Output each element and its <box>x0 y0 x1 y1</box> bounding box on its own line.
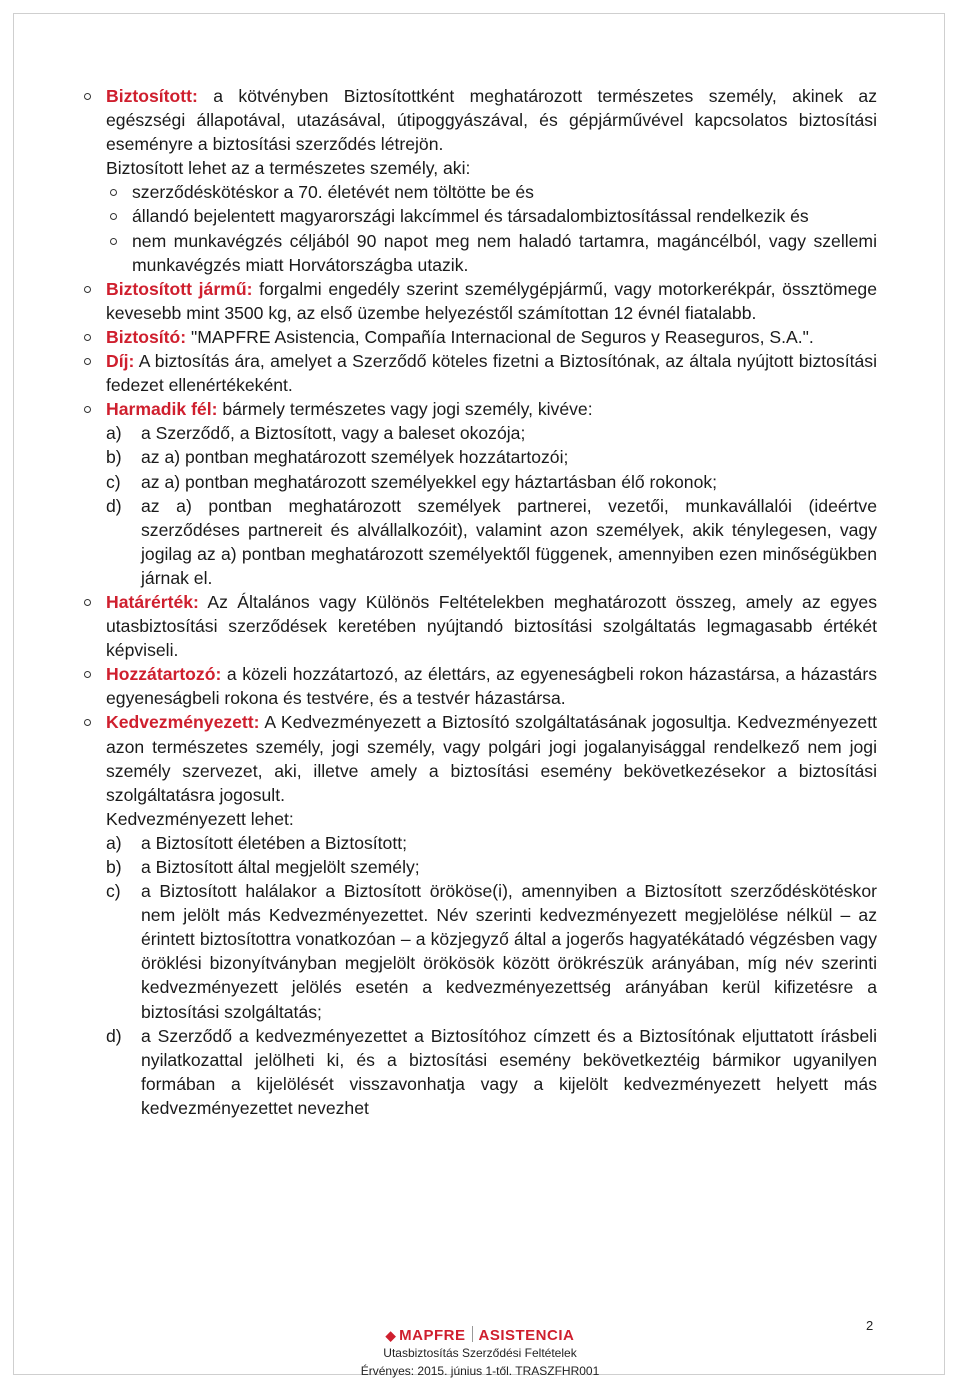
logo-divider <box>472 1326 473 1342</box>
document-body <box>82 84 877 1120</box>
bullet-icon <box>84 599 91 606</box>
list-item-text: a Szerződő, a Biztosított, vagy a baleset okozója; <box>141 423 526 444</box>
list-item-text: a Biztosított által megjelölt személy; <box>141 857 420 877</box>
bullet-icon <box>84 334 91 341</box>
definition-biztositott-jarmu <box>82 277 877 325</box>
lettered-list <box>106 831 877 1120</box>
term-label: Hozzátartozó: <box>106 664 222 685</box>
bullet-icon <box>84 671 91 678</box>
list-item-text: az a) pontban meghatározott személyek partnerei, vezetői, munkavállalói (ideértve szerződéses partnereit és alvállalkozóit), valamint azon személyek, akik ténylegesen, vagy jogilag az a) pontban meghatározott személyektől függenek, amennyiben ezen minőségükben járnak el. <box>141 495 877 588</box>
definition-text: A biztosítás ára, amelyet a Szerződő köteles fizetni a Biztosítónak, az általa nyújtott biztosítási fedezet ellenértékeként. <box>106 351 877 396</box>
definition-hozzatartozo <box>82 662 877 710</box>
list-letter: d) <box>106 495 122 516</box>
list-item-text: szerződéskötéskor a 70. életévét nem töltötte be és <box>132 182 534 203</box>
definition-text: a kötvényben Biztosítottként meghatározott természetes személy, akinek az egészségi állapotával, utazásával, útipoggyászával, és gépjárművével kapcsolatos biztosítási eseményre a biztosítási szerződés létrejön. <box>106 86 877 155</box>
list-letter: c) <box>106 881 121 902</box>
list-letter: b) <box>106 447 122 468</box>
list-item <box>106 445 877 469</box>
definition-subtext: Kedvezményezett lehet: <box>106 808 294 829</box>
definition-dij <box>82 349 877 397</box>
definition-harmadik-fel <box>82 397 877 590</box>
definition-text: A Kedvezményezett a Biztosító szolgáltatásának jogosultja. Kedvezményezett azon természetes személy, jogi személy, vagy polgári jogi jogalanyisággal rendelkező nem jogi személy szervezet, aki, illetve amely a biztosítási esemény bekövetkezésekor a biztosítási szolgáltatásra jogosult. <box>106 712 877 805</box>
footer-logo <box>0 1326 960 1344</box>
bullet-icon <box>84 358 91 365</box>
definition-biztosito <box>82 325 877 349</box>
list-item <box>106 494 877 590</box>
bullet-icon <box>84 93 91 100</box>
condition-list <box>106 180 877 276</box>
bullet-icon <box>84 719 91 726</box>
list-item <box>106 421 877 445</box>
list-item-text: a Biztosított halálakor a Biztosított örököse(i), amennyiben a Biztosított szerződéskötéskor nem jelölt más Kedvezményezettet. Név szerinti kedvezményezett megjelölése nélkül – az érintett biztosítottra vonatkozóan – a közjegyző által a jogerős hagyatékátadó végzésben vagy öröklési bizonyítványban megjelölt örökösök között örökrészük arányában, míg név szerinti kedvezményezett jelölés esetén a kedvezményezettség arányában kerül kifizetésre a biztosítási szolgáltatás; <box>141 881 877 1022</box>
definition-text: forgalmi engedély szerint személygépjármű, vagy motorkerékpár, össztömege kevesebb mint 3500 kg, az első üzembe helyezéstől számítottan 12 évnél fiatalabb. <box>106 278 877 323</box>
brand-name: MAPFRE <box>399 1327 466 1344</box>
list-letter: d) <box>106 1025 122 1046</box>
definition-biztositott <box>82 84 877 277</box>
term-label: Biztosító: <box>106 326 187 347</box>
lettered-list <box>106 421 877 590</box>
bullet-icon <box>84 406 91 413</box>
term-label: Harmadik fél: <box>106 399 218 420</box>
definition-text: a közeli hozzátartozó, az élettárs, az egyeneságbeli rokon házastársa, a házastárs egyeneságbeli rokona és testvére, és a testvér házastársa. <box>106 664 877 709</box>
brand-name-secondary: ASISTENCIA <box>478 1327 575 1344</box>
definition-text: bármely természetes vagy jogi személy, kivéve: <box>217 399 593 420</box>
bullet-icon <box>84 286 91 293</box>
definition-subtext: Biztosított lehet az a természetes személy, aki: <box>106 158 471 179</box>
list-letter: a) <box>106 832 122 853</box>
definition-hatarertek <box>82 590 877 662</box>
list-item-text: az a) pontban meghatározott személyek hozzátartozói; <box>141 447 569 468</box>
list-item-text: nem munkavégzés céljából 90 napot meg nem haladó tartamra, magáncélból, vagy szellemi munkavégzés miatt Horvátországba utazik. <box>132 230 877 275</box>
bullet-icon <box>110 189 117 196</box>
footer-validity: Érvényes: 2015. június 1-től. TRASZFHR001 <box>360 1364 600 1378</box>
list-item <box>106 204 877 228</box>
footer-title: Utasbiztosítás Szerződési Feltételek <box>383 1346 577 1360</box>
list-item <box>106 470 877 494</box>
list-item-text: állandó bejelentett magyarországi lakcímmel és társadalombiztosítással rendelkezik és <box>132 206 809 227</box>
list-letter: a) <box>106 423 122 444</box>
list-item-text: a Biztosított életében a Biztosított; <box>141 832 408 853</box>
list-item <box>106 879 877 1024</box>
term-label: Díj: <box>106 351 135 372</box>
bullet-icon <box>110 213 117 220</box>
list-item-text: a Szerződő a kedvezményezettet a Biztosítóhoz címzett és a Biztosítónak eljuttatott írásbeli nyilatkozattal jelölheti ki, és a biztosítási esemény bekövetkeztéig bármikor ugyanilyen formában a kijelölését visszavonhatja vagy a kijelölt kedvezményezett helyett más kedvezményezettet nevezhet <box>141 1025 877 1118</box>
term-label: Biztosított jármű: <box>106 278 253 299</box>
term-label: Biztosított: <box>106 86 198 106</box>
page-number: 2 <box>866 1318 874 1333</box>
bullet-icon <box>110 238 117 245</box>
term-label: Kedvezményezett: <box>106 712 260 733</box>
list-letter: b) <box>106 857 122 877</box>
list-item <box>106 855 877 879</box>
list-item <box>106 1024 877 1120</box>
definition-text: Az Általános vagy Különös Feltételekben meghatározott összeg, amely az egyes utasbiztosítási szerződések keretében nyújtandó biztosítási szolgáltatás legmagasabb értékét képviseli. <box>106 591 877 661</box>
list-item <box>106 229 877 277</box>
list-letter: c) <box>106 471 121 492</box>
definition-kedvezmenyezett <box>82 710 877 1120</box>
list-item-text: az a) pontban meghatározott személyekkel egy háztartásban élő rokonok; <box>141 471 718 492</box>
mapfre-mark-icon: ◆ <box>385 1328 397 1343</box>
list-item <box>106 831 877 855</box>
list-item <box>106 180 877 204</box>
definition-text: "MAPFRE Asistencia, Compañía Internacional de Seguros y Reaseguros, S.A.". <box>186 326 814 347</box>
term-label: Határérték: <box>106 591 199 612</box>
